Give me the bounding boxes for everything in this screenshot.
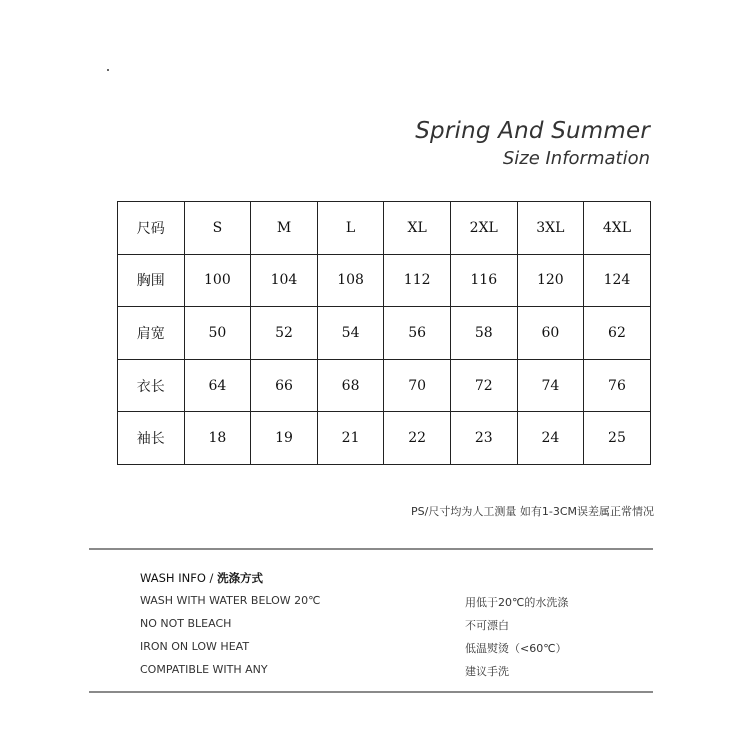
table-row — [118, 307, 651, 360]
wash-item-en: COMPATIBLE WITH ANY — [140, 663, 268, 676]
heading-line1: Spring And Summer — [415, 118, 650, 144]
decorative-dot — [107, 69, 109, 71]
wash-item-en: IRON ON LOW HEAT — [140, 640, 250, 653]
table-cell: 108 — [317, 254, 384, 307]
heading-line2: Size Information — [502, 148, 650, 169]
table-cell: 18 — [184, 412, 251, 465]
size-table — [117, 201, 651, 465]
table-cell: 68 — [317, 359, 384, 412]
wash-item-cn: 低温熨烫（<60℃） — [465, 642, 567, 655]
table-cell: 62 — [584, 307, 651, 360]
row-label-cell: 肩宽 — [118, 307, 185, 360]
table-cell: 112 — [384, 254, 451, 307]
row-label-cell: 衣长 — [118, 359, 185, 412]
table-cell: 74 — [517, 359, 584, 412]
table-cell: 72 — [450, 359, 517, 412]
table-row — [118, 412, 651, 465]
table-cell: 50 — [184, 307, 251, 360]
wash-item-en: WASH WITH WATER BELOW 20℃ — [140, 594, 321, 607]
header-cell: 尺码 — [118, 202, 185, 255]
table-cell: 58 — [450, 307, 517, 360]
wash-title-cn: 洗涤方式 — [217, 571, 264, 585]
table-cell: 52 — [251, 307, 318, 360]
row-label-cell: 胸围 — [118, 254, 185, 307]
table-cell: 104 — [251, 254, 318, 307]
header-cell: 3XL — [517, 202, 584, 255]
table-row — [118, 359, 651, 412]
table-cell: 23 — [450, 412, 517, 465]
wash-info-title — [140, 570, 263, 586]
table-cell: 21 — [317, 412, 384, 465]
table-cell: 76 — [584, 359, 651, 412]
table-row — [118, 254, 651, 307]
table-cell: 64 — [184, 359, 251, 412]
divider-top — [89, 548, 653, 550]
header-cell: XL — [384, 202, 451, 255]
table-cell: 22 — [384, 412, 451, 465]
wash-item-en: NO NOT BLEACH — [140, 617, 232, 630]
wash-item-cn: 用低于20℃的水洗涤 — [465, 596, 569, 609]
row-label-cell: 袖长 — [118, 412, 185, 465]
header-cell: S — [184, 202, 251, 255]
table-cell: 70 — [384, 359, 451, 412]
table-cell: 124 — [584, 254, 651, 307]
wash-item-cn: 不可漂白 — [465, 619, 509, 632]
table-cell: 25 — [584, 412, 651, 465]
measurement-note: PS/尺寸均为人工测量 如有1-3CM误差属正常情况 — [411, 505, 654, 518]
table-cell: 116 — [450, 254, 517, 307]
table-cell: 19 — [251, 412, 318, 465]
table-cell: 24 — [517, 412, 584, 465]
wash-title-en: WASH INFO / — [140, 571, 214, 585]
table-cell: 100 — [184, 254, 251, 307]
header-cell: 2XL — [450, 202, 517, 255]
table-cell: 56 — [384, 307, 451, 360]
header-cell: L — [317, 202, 384, 255]
table-cell: 120 — [517, 254, 584, 307]
divider-bottom — [89, 691, 653, 693]
header-cell: M — [251, 202, 318, 255]
size-header-row — [118, 202, 651, 255]
wash-item-cn: 建议手洗 — [465, 665, 509, 678]
table-cell: 54 — [317, 307, 384, 360]
header-cell: 4XL — [584, 202, 651, 255]
table-cell: 60 — [517, 307, 584, 360]
table-cell: 66 — [251, 359, 318, 412]
